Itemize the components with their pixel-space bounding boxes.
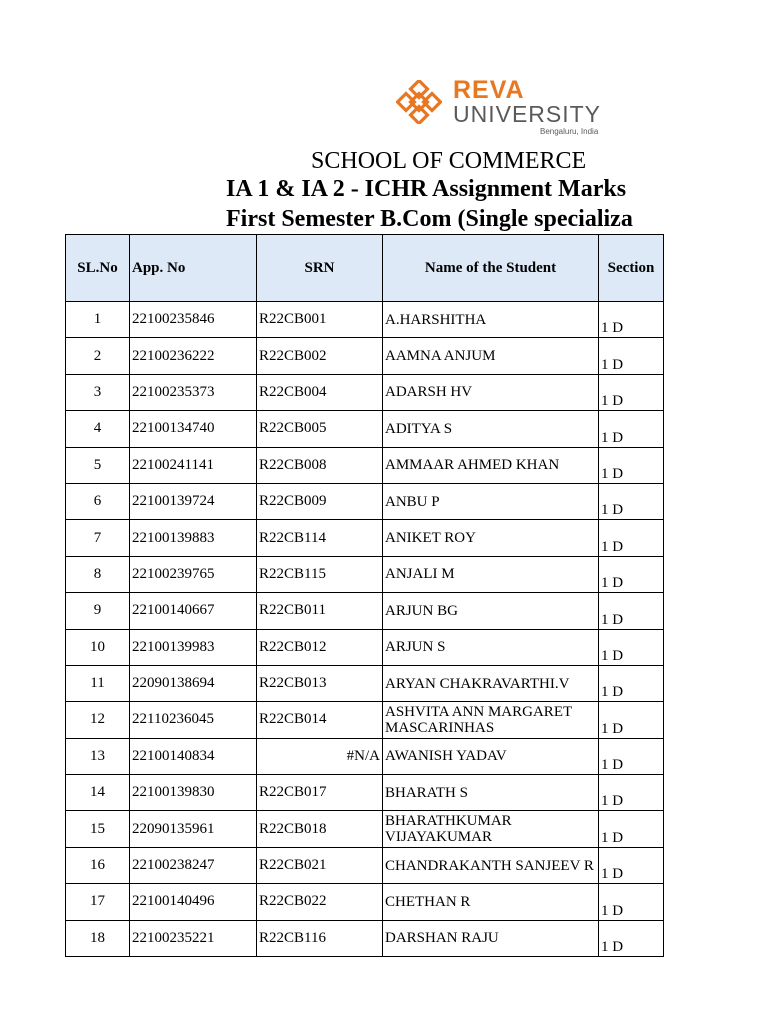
table-row <box>66 302 664 338</box>
app-no-cell: 22100139724 <box>130 483 257 519</box>
section-cell: 1 D <box>599 374 664 410</box>
document-header <box>0 140 662 240</box>
sl-no-cell: 14 <box>66 775 130 811</box>
table-row <box>66 665 664 701</box>
student-name-cell: DARSHAN RAJU <box>383 920 599 956</box>
sl-no-cell: 15 <box>66 811 130 847</box>
srn-cell: R22CB021 <box>257 847 383 883</box>
section-cell: 1 D <box>599 775 664 811</box>
srn-cell: R22CB017 <box>257 775 383 811</box>
student-name-cell: ARJUN S <box>383 629 599 665</box>
section-cell: 1 D <box>599 811 664 847</box>
exam-title: IA 1 & IA 2 - ICHR Assignment Marks <box>226 176 627 202</box>
app-no-cell: 22100235846 <box>130 302 257 338</box>
student-name-cell: BHARATH S <box>383 775 599 811</box>
reva-knot-icon <box>396 80 442 124</box>
sl-no-cell: 16 <box>66 847 130 883</box>
app-no-cell: 22100238247 <box>130 847 257 883</box>
srn-cell: R22CB002 <box>257 338 383 374</box>
table-row <box>66 556 664 592</box>
logo-location: Bengaluru, India <box>540 127 599 136</box>
student-name-cell: ADITYA S <box>383 411 599 447</box>
sl-no-cell: 6 <box>66 483 130 519</box>
table-row <box>66 520 664 556</box>
app-no-cell: 22090138694 <box>130 665 257 701</box>
app-no-cell: 22100235221 <box>130 920 257 956</box>
app-no-cell: 22100134740 <box>130 411 257 447</box>
student-name-cell: AWANISH YADAV <box>383 738 599 774</box>
section-cell: 1 D <box>599 338 664 374</box>
section-cell: 1 D <box>599 447 664 483</box>
srn-cell: R22CB009 <box>257 483 383 519</box>
sl-no-cell: 9 <box>66 593 130 629</box>
sl-no-cell: 13 <box>66 738 130 774</box>
app-no-cell: 22100235373 <box>130 374 257 410</box>
section-cell: 1 D <box>599 738 664 774</box>
section-cell: 1 D <box>599 665 664 701</box>
app-no-cell: 22100139830 <box>130 775 257 811</box>
section-cell: 1 D <box>599 920 664 956</box>
header-student-name: Name of the Student <box>383 235 599 302</box>
app-no-cell: 22100140834 <box>130 738 257 774</box>
srn-cell: R22CB115 <box>257 556 383 592</box>
student-name-cell: BHARATHKUMAR VIJAYAKUMAR <box>383 811 599 847</box>
srn-cell: R22CB013 <box>257 665 383 701</box>
section-cell: 1 D <box>599 520 664 556</box>
table-row <box>66 738 664 774</box>
logo-university: UNIVERSITY <box>453 101 602 127</box>
student-name-cell: AAMNA ANJUM <box>383 338 599 374</box>
table-row <box>66 483 664 519</box>
table-row <box>66 702 664 738</box>
srn-cell: R22CB018 <box>257 811 383 847</box>
student-name-cell: CHETHAN R <box>383 884 599 920</box>
app-no-cell: 22100139883 <box>130 520 257 556</box>
app-no-cell: 22100140496 <box>130 884 257 920</box>
app-no-cell: 22100241141 <box>130 447 257 483</box>
student-name-cell: ANJALI M <box>383 556 599 592</box>
srn-cell: R22CB014 <box>257 702 383 738</box>
srn-cell: #N/A <box>257 738 383 774</box>
sl-no-cell: 11 <box>66 665 130 701</box>
sl-no-cell: 5 <box>66 447 130 483</box>
app-no-cell: 22090135961 <box>130 811 257 847</box>
student-name-cell: ASHVITA ANN MARGARET MASCARINHAS <box>383 702 599 738</box>
student-name-cell: ANIKET ROY <box>383 520 599 556</box>
table-row <box>66 847 664 883</box>
app-no-cell: 22100139983 <box>130 629 257 665</box>
table-row <box>66 775 664 811</box>
srn-cell: R22CB116 <box>257 920 383 956</box>
header-app-no: App. No <box>130 235 257 302</box>
section-cell: 1 D <box>599 847 664 883</box>
srn-cell: R22CB012 <box>257 629 383 665</box>
srn-cell: R22CB004 <box>257 374 383 410</box>
student-name-cell: ADARSH HV <box>383 374 599 410</box>
sl-no-cell: 8 <box>66 556 130 592</box>
app-no-cell: 22100140667 <box>130 593 257 629</box>
app-no-cell: 22110236045 <box>130 702 257 738</box>
srn-cell: R22CB114 <box>257 520 383 556</box>
header-section: Section <box>599 235 664 302</box>
section-cell: 1 D <box>599 702 664 738</box>
table-row <box>66 629 664 665</box>
program-title: First Semester B.Com (Single specializa <box>226 206 633 232</box>
section-cell: 1 D <box>599 483 664 519</box>
section-cell: 1 D <box>599 629 664 665</box>
student-name-cell: ARYAN CHAKRAVARTHI.V <box>383 665 599 701</box>
header-srn: SRN <box>257 235 383 302</box>
table-row <box>66 920 664 956</box>
sl-no-cell: 3 <box>66 374 130 410</box>
student-name-cell: CHANDRAKANTH SANJEEV R <box>383 847 599 883</box>
table-row <box>66 374 664 410</box>
logo-brand: REVA <box>453 76 525 104</box>
srn-cell: R22CB022 <box>257 884 383 920</box>
section-cell: 1 D <box>599 302 664 338</box>
app-no-cell: 22100239765 <box>130 556 257 592</box>
student-name-cell: A.HARSHITHA <box>383 302 599 338</box>
sl-no-cell: 10 <box>66 629 130 665</box>
student-name-cell: ANBU P <box>383 483 599 519</box>
table-row <box>66 811 664 847</box>
reva-university-logo <box>396 78 626 140</box>
table-row <box>66 447 664 483</box>
section-cell: 1 D <box>599 411 664 447</box>
section-cell: 1 D <box>599 593 664 629</box>
srn-cell: R22CB001 <box>257 302 383 338</box>
app-no-cell: 22100236222 <box>130 338 257 374</box>
school-title: SCHOOL OF COMMERCE <box>311 148 587 174</box>
srn-cell: R22CB008 <box>257 447 383 483</box>
header-sl-no: SL.No <box>66 235 130 302</box>
table-row <box>66 338 664 374</box>
sl-no-cell: 2 <box>66 338 130 374</box>
sl-no-cell: 1 <box>66 302 130 338</box>
srn-cell: R22CB011 <box>257 593 383 629</box>
student-name-cell: ARJUN BG <box>383 593 599 629</box>
student-name-cell: AMMAAR AHMED KHAN <box>383 447 599 483</box>
sl-no-cell: 12 <box>66 702 130 738</box>
section-cell: 1 D <box>599 556 664 592</box>
table-row <box>66 593 664 629</box>
section-cell: 1 D <box>599 884 664 920</box>
table-row <box>66 411 664 447</box>
table-header-row <box>66 235 664 302</box>
table-row <box>66 884 664 920</box>
srn-cell: R22CB005 <box>257 411 383 447</box>
sl-no-cell: 18 <box>66 920 130 956</box>
marks-table <box>65 234 664 957</box>
sl-no-cell: 4 <box>66 411 130 447</box>
sl-no-cell: 7 <box>66 520 130 556</box>
sl-no-cell: 17 <box>66 884 130 920</box>
